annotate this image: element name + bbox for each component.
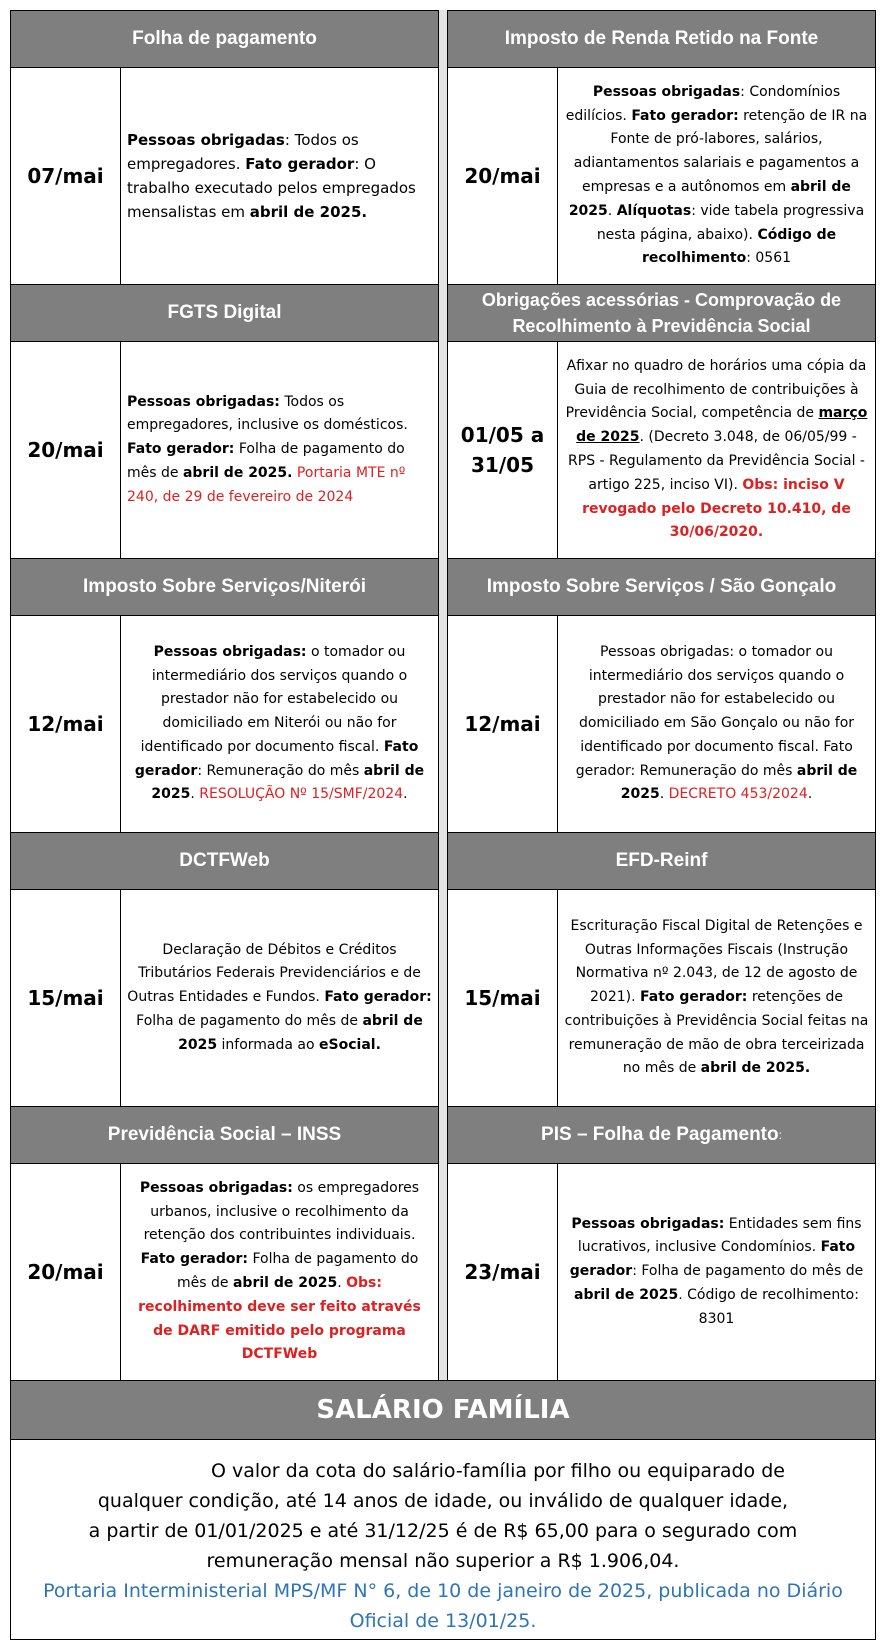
text: : Condomínios edilícios. bbox=[565, 83, 841, 124]
label-fato: Fato gerador bbox=[134, 738, 419, 779]
period: abril de 2025. bbox=[700, 1060, 811, 1077]
salario-line-3: a partir de 01/01/2025 e até 31/12/25 é de R$ 65,00 para o segurado com bbox=[88, 1520, 798, 1542]
due-date: 15/mai bbox=[10, 889, 121, 1107]
salario-familia-header: SALÁRIO FAMÍLIA bbox=[10, 1380, 876, 1440]
text: Folha de pagamento do mês de bbox=[177, 1251, 419, 1291]
text: retenção de IR na Fonte de pró-labores, salários, adiantamentos salariais e pagamentos a empresas e a autônomos em bbox=[573, 107, 868, 195]
header-label: PIS – Folha de Pagamento bbox=[541, 1124, 779, 1145]
text: . bbox=[403, 786, 408, 803]
obligation-description bbox=[120, 67, 439, 285]
obligation-description bbox=[120, 1163, 439, 1381]
text: os empregadores urbanos, inclusive o recolhimento da retenção dos contribuintes individuais. bbox=[143, 1179, 420, 1244]
header-irrf bbox=[447, 10, 876, 68]
competence-period: março de 2025 bbox=[576, 405, 868, 446]
label-pessoas: Pessoas obrigadas bbox=[592, 83, 741, 100]
obligation-description bbox=[557, 341, 876, 559]
text: . bbox=[607, 202, 617, 219]
header-label: DCTFWeb bbox=[179, 850, 270, 871]
text: : Remuneração do mês bbox=[197, 762, 364, 779]
text: : vide tabela progressiva nesta página, abaixo). bbox=[596, 202, 865, 243]
text: : Todos os empregadores. bbox=[127, 131, 359, 173]
label-pessoas: Pessoas obrigadas: bbox=[127, 393, 280, 410]
text: Entidades sem fins lucrativos, inclusive Condomínios. bbox=[577, 1215, 862, 1256]
label-fato: Fato gerador: bbox=[140, 1251, 249, 1268]
salario-line-2: qualquer condição, até 14 anos de idade, ou inválido de qualquer idade, bbox=[97, 1490, 789, 1512]
text: Pessoas obrigadas: o tomador ou intermediário dos serviços quando o prestador não for estabelecido ou domiciliado em São Gonçalo ou não for identificado por documento fiscal. Fato gerador: Remuneração do mês bbox=[575, 643, 855, 779]
due-date: 07/mai bbox=[10, 67, 121, 285]
due-date: 20/mai bbox=[10, 1163, 121, 1381]
portaria-reference: Portaria Interministerial MPS/MF N° 6, de 10 de janeiro de 2025, publicada no Diário Oficial de 13/01/25. bbox=[43, 1580, 843, 1632]
text: . bbox=[659, 786, 669, 803]
due-date: 12/mai bbox=[10, 615, 121, 833]
label-codigo: Código de recolhimento bbox=[641, 226, 837, 267]
observation: Obs: inciso V revogado pelo Decreto 10.410, de 30/06/2020. bbox=[582, 476, 851, 541]
text: . bbox=[807, 786, 813, 803]
period: abril de 2025 bbox=[232, 1275, 338, 1291]
text: Folha de pagamento do mês de bbox=[127, 441, 405, 481]
text: : O trabalho executado pelos empregados mensalistas em bbox=[127, 155, 416, 221]
text: : Folha de pagamento do mês de bbox=[632, 1263, 864, 1280]
header-label: Imposto de Renda Retido na Fonte bbox=[504, 28, 819, 49]
period: abril de 2025 bbox=[568, 179, 851, 219]
text: . bbox=[190, 786, 200, 803]
header-label: Folha de pagamento bbox=[132, 28, 317, 49]
header-label: Obrigações acessórias - Comprovação de Recolhimento à Previdência Social bbox=[481, 290, 842, 336]
observation: Obs: recolhimento deve ser feito através de DARF emitido pelo programa DCTFWeb bbox=[138, 1275, 421, 1363]
label-aliquotas: Alíquotas bbox=[616, 202, 692, 219]
label-fato: Fato gerador bbox=[245, 155, 355, 173]
period: abril de 2025 bbox=[178, 1012, 423, 1053]
salario-familia-body bbox=[10, 1439, 876, 1640]
obligation-description bbox=[120, 615, 439, 833]
salario-line-4: remuneração mensal não superior a R$ 1.906,04. bbox=[206, 1550, 680, 1572]
text: o tomador ou intermediário dos serviços quando o prestador não for estabelecido ou domiciliado em Niterói ou não for identificado por documento fiscal. bbox=[140, 643, 408, 755]
text: Todos os empregadores, inclusive os domésticos. bbox=[127, 393, 408, 434]
label-fato: Fato gerador bbox=[569, 1239, 856, 1280]
header-inss bbox=[10, 1106, 439, 1164]
obligation-description bbox=[557, 1163, 876, 1381]
label-fato: Fato gerador: bbox=[127, 441, 235, 458]
period: abril de 2025 bbox=[620, 762, 858, 803]
text: . (Decreto 3.048, de 06/05/99 - RPS - Regulamento da Previdência Social - artigo 225, inciso VI). bbox=[568, 429, 865, 493]
header-iss-sao-goncalo bbox=[447, 558, 876, 616]
header-fgts bbox=[10, 284, 439, 342]
period: abril de 2025 bbox=[151, 762, 425, 803]
header-label: FGTS Digital bbox=[167, 302, 282, 323]
text: informada ao bbox=[217, 1036, 320, 1053]
header-pis bbox=[447, 1106, 876, 1164]
text: Folha de pagamento do mês de bbox=[136, 1012, 363, 1029]
label-fato: Fato gerador: bbox=[631, 107, 739, 124]
label-fato: Fato gerador: bbox=[324, 989, 432, 1006]
text: : 0561 bbox=[746, 250, 792, 267]
text: Escrituração Fiscal Digital de Retenções e Outras Informações Fiscais (Instrução Normativa nº 2.043, de 12 de agosto de 2021). bbox=[570, 917, 863, 1006]
header-label: Imposto Sobre Serviços / São Gonçalo bbox=[486, 576, 837, 597]
period: abril de 2025. bbox=[249, 203, 368, 221]
due-date: 20/mai bbox=[10, 341, 121, 559]
period: abril de 2025 bbox=[574, 1286, 679, 1303]
text: . bbox=[337, 1275, 347, 1291]
text: . Código de recolhimento: 8301 bbox=[678, 1286, 859, 1327]
header-suffix: : bbox=[778, 1128, 782, 1142]
due-date: 15/mai bbox=[447, 889, 558, 1107]
label-fato: Fato gerador: bbox=[640, 989, 748, 1006]
due-date: 23/mai bbox=[447, 1163, 558, 1381]
label-pessoas: Pessoas obrigadas: bbox=[153, 643, 307, 660]
header-label: EFD-Reinf bbox=[615, 850, 708, 871]
label-pessoas: Pessoas obrigadas bbox=[127, 131, 285, 149]
header-dctfweb bbox=[10, 832, 439, 890]
due-date: 20/mai bbox=[447, 67, 558, 285]
text: Afixar no quadro de horários uma cópia da Guia de recolhimento de contribuições à Previdência Social, competência de bbox=[565, 357, 867, 422]
header-label: Imposto Sobre Serviços/Niterói bbox=[83, 576, 366, 597]
text: Declaração de Débitos e Créditos Tributários Federais Previdenciários e de Outras Entidades e Fundos. bbox=[127, 941, 421, 1006]
due-date: 12/mai bbox=[447, 615, 558, 833]
esocial: eSocial. bbox=[319, 1036, 381, 1053]
legal-reference: Portaria MTE nº 240, de 29 de fevereiro de 2024 bbox=[127, 464, 406, 505]
legal-reference: RESOLUÇÃO Nº 15/SMF/2024 bbox=[199, 786, 404, 803]
header-efd-reinf bbox=[447, 832, 876, 890]
obligation-description bbox=[557, 615, 876, 833]
header-label: Previdência Social – INSS bbox=[107, 1124, 342, 1145]
obligation-description bbox=[557, 889, 876, 1107]
header-folha-pagamento bbox=[10, 10, 439, 68]
legal-reference: DECRETO 453/2024 bbox=[668, 786, 808, 803]
salario-line-1: O valor da cota do salário-família por filho ou equiparado de bbox=[211, 1460, 785, 1482]
due-date: 01/05 a 31/05 bbox=[447, 341, 558, 559]
period: abril de 2025. bbox=[182, 464, 293, 481]
obligation-description bbox=[120, 341, 439, 559]
header-obrigacoes bbox=[447, 284, 876, 342]
header-iss-niteroi bbox=[10, 558, 439, 616]
obligation-description bbox=[120, 889, 439, 1107]
label-pessoas: Pessoas obrigadas: bbox=[571, 1215, 725, 1232]
obligation-description bbox=[557, 67, 876, 285]
text: retenções de contribuições à Previdência Social feitas na remuneração de mão de obra terceirizada no mês de bbox=[564, 989, 869, 1077]
label-pessoas: Pessoas obrigadas: bbox=[139, 1179, 293, 1196]
